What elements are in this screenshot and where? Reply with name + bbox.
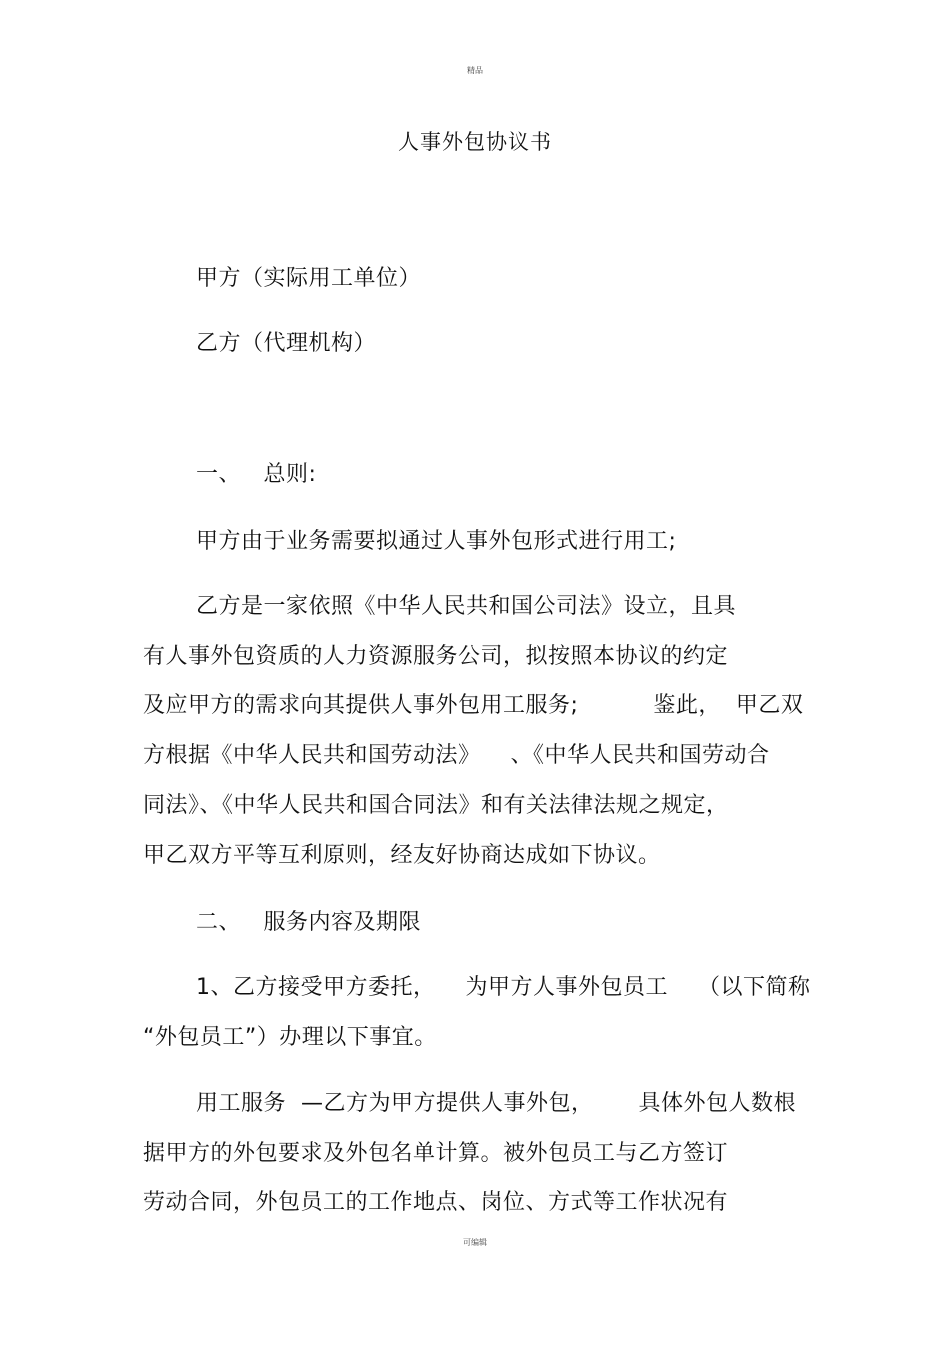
section-1-paragraph-1: 甲方由于业务需要拟通过人事外包形式进行用工; — [196, 529, 677, 554]
page-header: 精品 — [467, 66, 483, 75]
section-1-paragraph-2-line: 甲乙双方平等互利原则，经友好协商达成如下协议。 — [143, 843, 661, 868]
section-1-paragraph-2-line: 同法》、《中华人民共和国合同法》和有关法律法规之规定， — [143, 793, 729, 818]
page-footer: 可编辑 — [463, 1238, 487, 1247]
section-2-item-1-line: “外包员工”）办理以下事宜。 — [143, 1025, 437, 1050]
party-b-line: 乙方（代理机构） — [196, 331, 377, 356]
section-1-paragraph-2-line: 乙方是一家依照《中华人民共和国公司法》设立，且具 — [196, 594, 737, 619]
document-title: 人事外包协议书 — [398, 130, 552, 154]
section-2-item-1-line: 1、乙方接受甲方委托， 为甲方人事外包员工 （以下简称 — [196, 975, 811, 1000]
section-2-service-line: 劳动合同，外包员工的工作地点、岗位、方式等工作状况有 — [143, 1190, 729, 1215]
section-2-service-line: 用工服务 —乙方为甲方提供人事外包， 具体外包人数根 — [196, 1091, 796, 1116]
party-a-line: 甲方（实际用工单位） — [196, 266, 422, 291]
section-1-paragraph-2-line: 有人事外包资质的人力资源服务公司，拟按照本协议的约定 — [143, 644, 729, 669]
section-1-paragraph-2-line: 及应甲方的需求向其提供人事外包用工服务; 鉴此， 甲乙双 — [143, 693, 804, 718]
section-1-heading: 一、 总则: — [196, 462, 317, 487]
section-2-heading: 二、 服务内容及期限 — [196, 910, 421, 935]
section-1-paragraph-2-line: 方根据《中华人民共和国劳动法》 、《中华人民共和国劳动合 — [143, 743, 770, 768]
section-2-service-line: 据甲方的外包要求及外包名单计算。被外包员工与乙方签订 — [143, 1141, 729, 1166]
